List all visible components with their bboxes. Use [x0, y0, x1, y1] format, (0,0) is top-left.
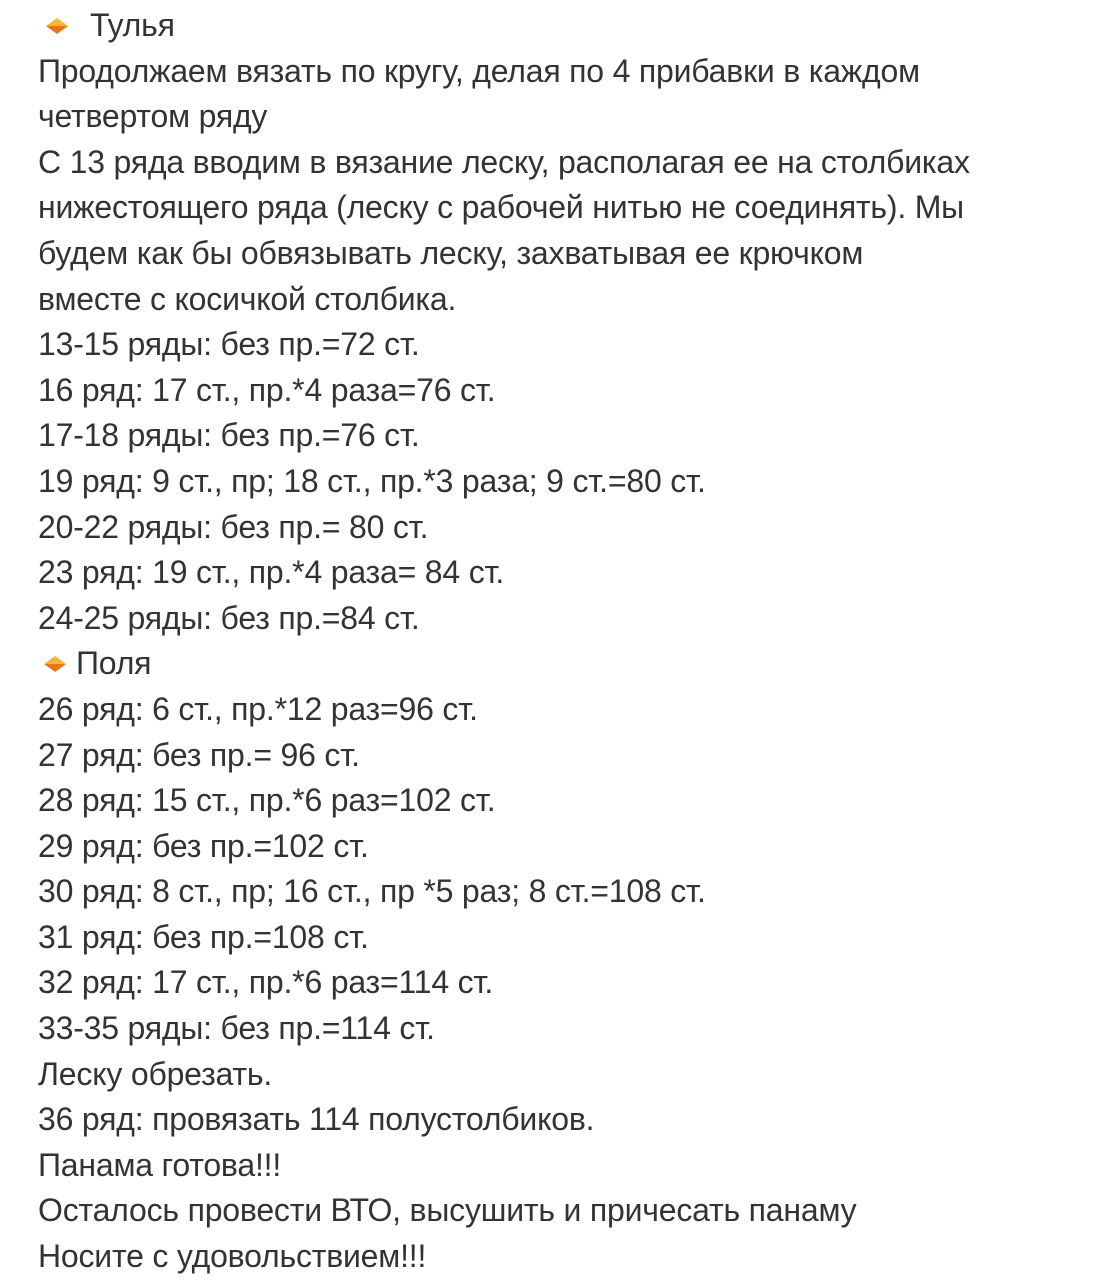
row-instruction: 13-15 ряды: без пр.=72 ст.: [38, 326, 420, 363]
text-line: Панама готова!!!: [38, 1146, 282, 1183]
section-heading-tulia: [38, 3, 1082, 49]
row-instruction: 28 ряд: 15 ст., пр.*6 раз=102 ст.: [38, 782, 496, 819]
row-instruction: 30 ряд: 8 ст., пр; 16 ст., пр *5 раз; 8 ст.=108 ст.: [38, 873, 706, 910]
row-instruction: 16 ряд: 17 ст., пр.*4 раза=76 ст.: [38, 371, 496, 408]
row-instruction: 23 ряд: 19 ст., пр.*4 раза= 84 ст.: [38, 554, 505, 591]
row-instruction: 29 ряд: без пр.=102 ст.: [38, 827, 369, 864]
text-line: Носите с удовольствием!!!: [38, 1238, 427, 1275]
row-instruction: 33-35 ряды: без пр.=114 ст.: [38, 1010, 435, 1047]
row-instruction: 26 ряд: 6 ст., пр.*12 раз=96 ст.: [38, 690, 478, 727]
text-line: нижестоящего ряда (леску с рабочей нитью не соединять). Мы: [38, 189, 964, 226]
text-line: С 13 ряда вводим в вязание леску, располагая ее на столбиках: [38, 143, 970, 180]
section-title: Тулья: [90, 7, 175, 43]
row-instruction: 17-18 ряды: без пр.=76 ст.: [38, 417, 420, 454]
row-instruction: 20-22 ряды: без пр.= 80 ст.: [38, 508, 429, 545]
text-line: четвертом ряду: [38, 98, 268, 135]
row-instruction: 31 ряд: без пр.=108 ст.: [38, 918, 369, 955]
row-instruction: 24-25 ряды: без пр.=84 ст.: [38, 599, 420, 636]
row-instruction: 19 ряд: 9 ст., пр; 18 ст., пр.*3 раза; 9 ст.=80 ст.: [38, 462, 706, 499]
row-instruction: 32 ряд: 17 ст., пр.*6 раз=114 ст.: [38, 964, 494, 1001]
orange-diamond-icon: [46, 18, 68, 34]
text-line: Осталось провести ВТО, высушить и причесать панаму: [38, 1192, 857, 1229]
text-line: будем как бы обвязывать леску, захватывая ее крючком: [38, 234, 864, 271]
orange-diamond-icon: [44, 656, 66, 672]
row-instruction: 36 ряд: провязать 114 полустолбиков.: [38, 1101, 595, 1138]
text-line: Продолжаем вязать по кругу, делая по 4 прибавки в каждом: [38, 52, 920, 89]
section-title: Поля: [76, 645, 152, 682]
row-instruction: 27 ряд: без пр.= 96 ст.: [38, 736, 360, 773]
text-line: Леску обрезать.: [38, 1055, 273, 1092]
section-heading-polia: [38, 641, 1082, 687]
post-text: [38, 3, 1082, 1280]
text-line: вместе с косичкой столбика.: [38, 280, 457, 317]
